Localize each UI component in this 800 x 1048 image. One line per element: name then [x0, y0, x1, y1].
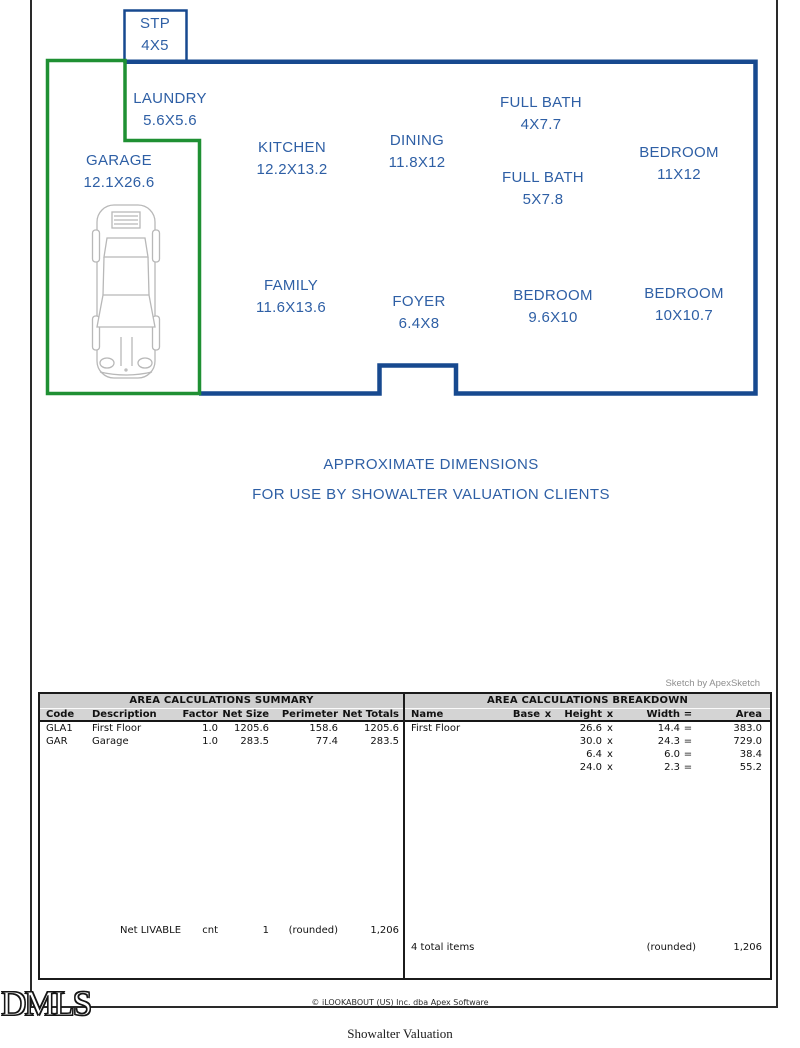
- disclaimer-line-2: FOR USE BY SHOWALTER VALUATION CLIENTS: [252, 486, 610, 503]
- sketch-credit: Sketch by ApexSketch: [665, 678, 760, 689]
- cell-height: 26.6: [579, 723, 602, 734]
- breakdown-table-header: [405, 709, 770, 722]
- col-height: Height: [564, 709, 602, 720]
- room-name: FOYER: [392, 293, 446, 310]
- area-calculations-summary-table: [40, 694, 405, 978]
- room-dims: 5.6X5.6: [143, 112, 197, 129]
- cell-area: 38.4: [739, 749, 762, 760]
- cell-width: 6.0: [664, 749, 680, 760]
- room-name: BEDROOM: [513, 287, 593, 304]
- cell-x: x: [607, 736, 613, 747]
- room-dims: 11.6X13.6: [256, 299, 326, 316]
- dmls-watermark: DMLS: [1, 984, 91, 1023]
- breakdown-table-title: AREA CALCULATIONS BREAKDOWN: [405, 694, 770, 709]
- room-label-bedroom-3: [604, 283, 764, 327]
- room-name: FULL BATH: [500, 94, 582, 111]
- col-perimeter: Perimeter: [281, 709, 338, 720]
- col-base-x: x: [544, 709, 552, 720]
- cell-net-size: 1205.6: [234, 723, 269, 734]
- col-factor: Factor: [182, 709, 218, 720]
- summary-table-title: AREA CALCULATIONS SUMMARY: [40, 694, 403, 709]
- room-name: FAMILY: [263, 277, 319, 294]
- cell-height: 6.4: [586, 749, 602, 760]
- cell-net-totals: 283.5: [370, 736, 399, 747]
- disclaimer-line-1: APPROXIMATE DIMENSIONS: [323, 456, 539, 473]
- room-label-garage: [39, 150, 199, 194]
- room-name: LAUNDRY: [133, 90, 207, 107]
- total-rounded: (rounded): [646, 942, 696, 953]
- col-name: Name: [411, 709, 444, 720]
- cell-area: 729.0: [733, 736, 762, 747]
- total-items-label: 4 total items: [411, 942, 475, 953]
- total-description: Net LIVABLE: [120, 925, 182, 936]
- cell-width: 2.3: [664, 762, 680, 773]
- col-base: Base: [512, 709, 540, 720]
- total-factor: cnt: [202, 925, 218, 936]
- summary-total-row: [40, 924, 403, 937]
- cell-code: GAR: [46, 736, 68, 747]
- disclaimer-text: [131, 450, 731, 510]
- area-calculations-breakdown-table: [405, 694, 770, 978]
- cell-description: First Floor: [92, 723, 142, 734]
- cell-factor: 1.0: [202, 723, 218, 734]
- col-height-x: x: [606, 709, 614, 720]
- col-area: Area: [735, 709, 762, 720]
- room-dims: 11.8X12: [388, 154, 446, 171]
- room-dims: 12.2X13.2: [256, 161, 328, 178]
- room-dims: 10X10.7: [655, 307, 713, 324]
- room-name: GARAGE: [86, 152, 152, 169]
- cell-equals: =: [683, 762, 693, 773]
- table-row: [405, 748, 770, 761]
- col-code: Code: [46, 709, 75, 720]
- total-net-totals: 1,206: [370, 925, 399, 936]
- room-dims: 6.4X8: [398, 315, 440, 332]
- total-area: 1,206: [733, 942, 762, 953]
- cell-net-totals: 1205.6: [364, 723, 399, 734]
- room-name: STP: [139, 15, 171, 32]
- company-name: Showalter Valuation: [347, 1026, 453, 1041]
- table-row: [405, 722, 770, 735]
- room-label-laundry: [90, 88, 250, 132]
- col-description: Description: [92, 709, 157, 720]
- cell-width: 14.4: [657, 723, 680, 734]
- room-name: KITCHEN: [258, 139, 326, 156]
- room-dims: 9.6X10: [528, 309, 578, 326]
- cell-area: 383.0: [733, 723, 762, 734]
- room-name: DINING: [389, 132, 445, 149]
- cell-height: 24.0: [579, 762, 602, 773]
- room-name: FULL BATH: [502, 169, 584, 186]
- room-dims: 12.1X26.6: [83, 174, 155, 191]
- total-rounded: (rounded): [288, 925, 338, 936]
- cell-height: 30.0: [579, 736, 602, 747]
- room-name: BEDROOM: [639, 144, 719, 161]
- room-label-stp: [75, 13, 235, 57]
- col-net-size: Net Size: [222, 709, 269, 720]
- cell-width: 24.3: [657, 736, 680, 747]
- table-row: [40, 722, 403, 735]
- room-name: BEDROOM: [644, 285, 724, 302]
- table-row: [405, 735, 770, 748]
- cell-name: First Floor: [411, 723, 461, 734]
- cell-x: x: [607, 762, 613, 773]
- cell-equals: =: [683, 749, 693, 760]
- cell-factor: 1.0: [202, 736, 218, 747]
- breakdown-total-row: [405, 941, 770, 954]
- room-label-bedroom-1: [599, 142, 759, 186]
- cell-x: x: [607, 749, 613, 760]
- summary-table-header: [40, 709, 403, 722]
- cell-area: 55.2: [739, 762, 762, 773]
- area-calculations-tables: [38, 692, 772, 980]
- room-dims: 4X5: [141, 37, 169, 54]
- col-width: Width: [646, 709, 680, 720]
- room-label-full-bath-1: [461, 92, 621, 136]
- room-dims: 11X12: [657, 166, 701, 183]
- floor-plan: [0, 0, 800, 450]
- room-dims: 5X7.8: [522, 191, 564, 208]
- cell-x: x: [607, 723, 613, 734]
- cell-equals: =: [683, 723, 693, 734]
- cell-equals: =: [683, 736, 693, 747]
- cell-perimeter: 77.4: [315, 736, 338, 747]
- cell-description: Garage: [92, 736, 129, 747]
- cell-net-size: 283.5: [240, 736, 269, 747]
- cell-code: GLA1: [46, 723, 73, 734]
- table-row: [405, 761, 770, 774]
- room-label-full-bath-2: [463, 167, 623, 211]
- copyright-text: © iLOOKABOUT (US) Inc. dba Apex Software: [311, 998, 489, 1007]
- total-net-size: 1: [262, 925, 269, 936]
- cell-perimeter: 158.6: [309, 723, 338, 734]
- col-net-totals: Net Totals: [342, 709, 399, 720]
- table-row: [40, 735, 403, 748]
- col-equals: =: [683, 709, 693, 720]
- room-dims: 4X7.7: [520, 116, 562, 133]
- car-top-view-icon: [93, 205, 160, 378]
